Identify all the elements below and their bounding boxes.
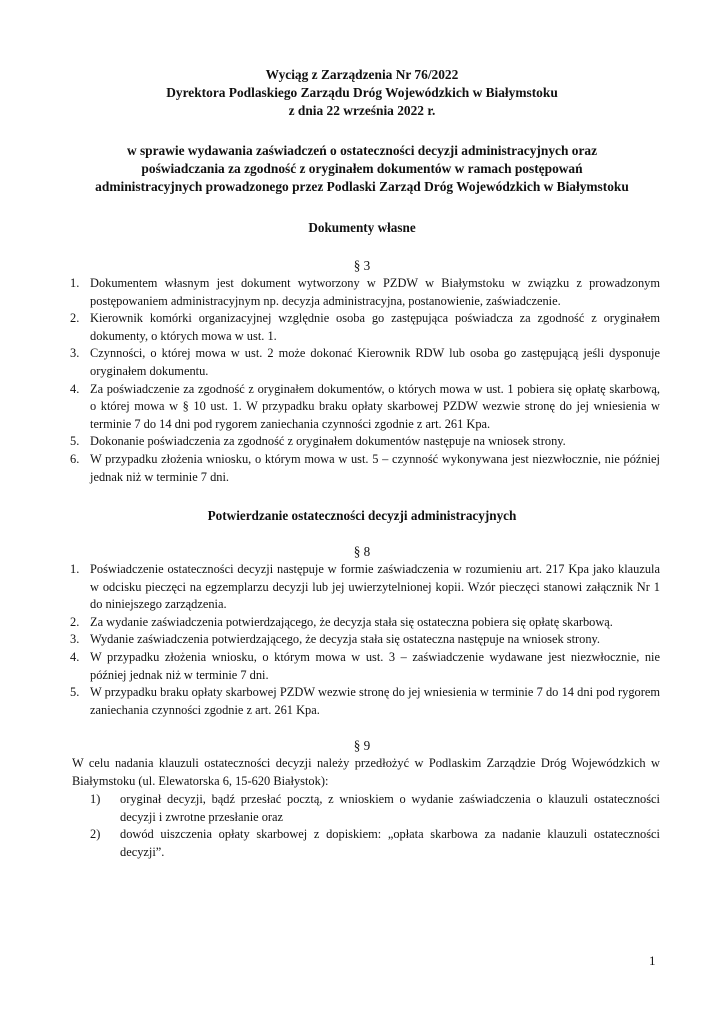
subject-line: w sprawie wydawania zaświadczeń o ostateczności decyzji administracyjnych oraz	[126, 143, 598, 158]
section1-list	[72, 275, 660, 486]
header-title: Wyciąg z Zarządzenia Nr 76/2022	[265, 67, 459, 82]
list-item: 4. Za poświadczenie za zgodność z oryginałem dokumentów, o których mowa w ust. 1 pobiera się opłatę skarbową, o której mowa w § 10 ust. 1. W przypadku braku opłaty skarbowej PZDW wezwie stronę do jej wniesienia w terminie 7 do 14 dni pod rygorem zaniechania czynności zgodnie z art. 261 Kpa.	[70, 381, 660, 431]
subject-line: poświadczania za zgodność z oryginałem dokumentów w ramach postępowań	[141, 161, 583, 176]
document-header	[0, 66, 724, 120]
list-item: 2. Kierownik komórki organizacyjnej względnie osoba go zastępująca poświadcza za zgodność z oryginałem dokumenty, o których mowa w ust. 1.	[70, 311, 660, 343]
document-subject	[0, 142, 724, 196]
paragraph-number: § 9	[353, 738, 371, 753]
subject-line: administracyjnych prowadzonego przez Podlaski Zarząd Dróg Wojewódzkich w Białymstoku	[95, 179, 629, 194]
list-item: 2) dowód uiszczenia opłaty skarbowej z dopiskiem: „opłata skarbowa za nadanie klauzuli ostateczności decyzji”.	[90, 827, 660, 859]
list-item: 3. Wydanie zaświadczenia potwierdzającego, że decyzja stała się ostateczna następuje na wniosek strony.	[70, 632, 601, 647]
section-heading-own-documents: Dokumenty własne	[308, 220, 416, 235]
paragraph-number: § 8	[353, 544, 371, 559]
list-item: 6. W przypadku złożenia wniosku, o którym mowa w ust. 5 – czynność wykonywana jest niezwłocznie, nie później jednak niż w terminie 7 dni.	[70, 451, 660, 484]
section2-list	[72, 561, 660, 719]
list-item: 3. Czynności, o której mowa w ust. 2 może dokonać Kierownik RDW lub osoba go zastępującą jeśli dysponuje oryginałem dokumentu.	[70, 346, 660, 378]
list-item: 1. Dokumentem własnym jest dokument wytworzony w PZDW w Białymstoku w związku z prowadzonym postępowaniem administracyjnym np. decyzja administracyjna, postanowienie, zaświadczenie.	[70, 276, 660, 308]
header-date: z dnia 22 września 2022 r.	[288, 103, 436, 118]
page-number: 1	[649, 953, 656, 968]
list-item: 1. Poświadczenie ostateczności decyzji następuje w formie zaświadczenia w rozumieniu art. 217 Kpa jako klauzula w odcisku pieczęci na egzemplarzu decyzji lub jej uwierzytelnionej kopii. Wzór pieczęci stanowi załącznik Nr 1 do niniejszego zarządzenia.	[70, 562, 660, 612]
list-item: 5. Dokonanie poświadczenia za zgodność z oryginałem dokumentów następuje na wniosek strony.	[70, 434, 566, 449]
list-item: 2. Za wydanie zaświadczenia potwierdzającego, że decyzja stała się ostateczna pobiera się opłatę skarbową.	[70, 614, 613, 629]
section-heading-finality: Potwierdzanie ostateczności decyzji administracyjnych	[207, 508, 517, 523]
section3-list	[90, 791, 660, 861]
section3-intro: W celu nadania klauzuli ostateczności decyzji należy przedłożyć w Podlaskim Zarządzie Dróg Wojewódzkich w Białymstoku (ul. Elewatorska 6, 15-620 Białystok):	[72, 756, 660, 788]
header-issuer: Dyrektora Podlaskiego Zarządu Dróg Wojewódzkich w Białymstoku	[166, 85, 558, 100]
list-item: 5. W przypadku braku opłaty skarbowej PZDW wezwie stronę do jej wniesienia w terminie 7 do 14 dni pod rygorem zaniechania czynności zgodnie z art. 261 Kpa.	[70, 685, 660, 717]
list-item: 1) oryginał decyzji, bądź przesłać pocztą, z wnioskiem o wydanie zaświadczenia o klauzuli ostateczności decyzji i zwrotne przesłanie oraz	[90, 792, 660, 824]
paragraph-number: § 3	[353, 258, 371, 273]
list-item: 4. W przypadku złożenia wniosku, o którym mowa w ust. 3 – zaświadczenie wydawane jest niezwłocznie, nie później jednak niż w terminie 7 dni.	[70, 649, 660, 682]
